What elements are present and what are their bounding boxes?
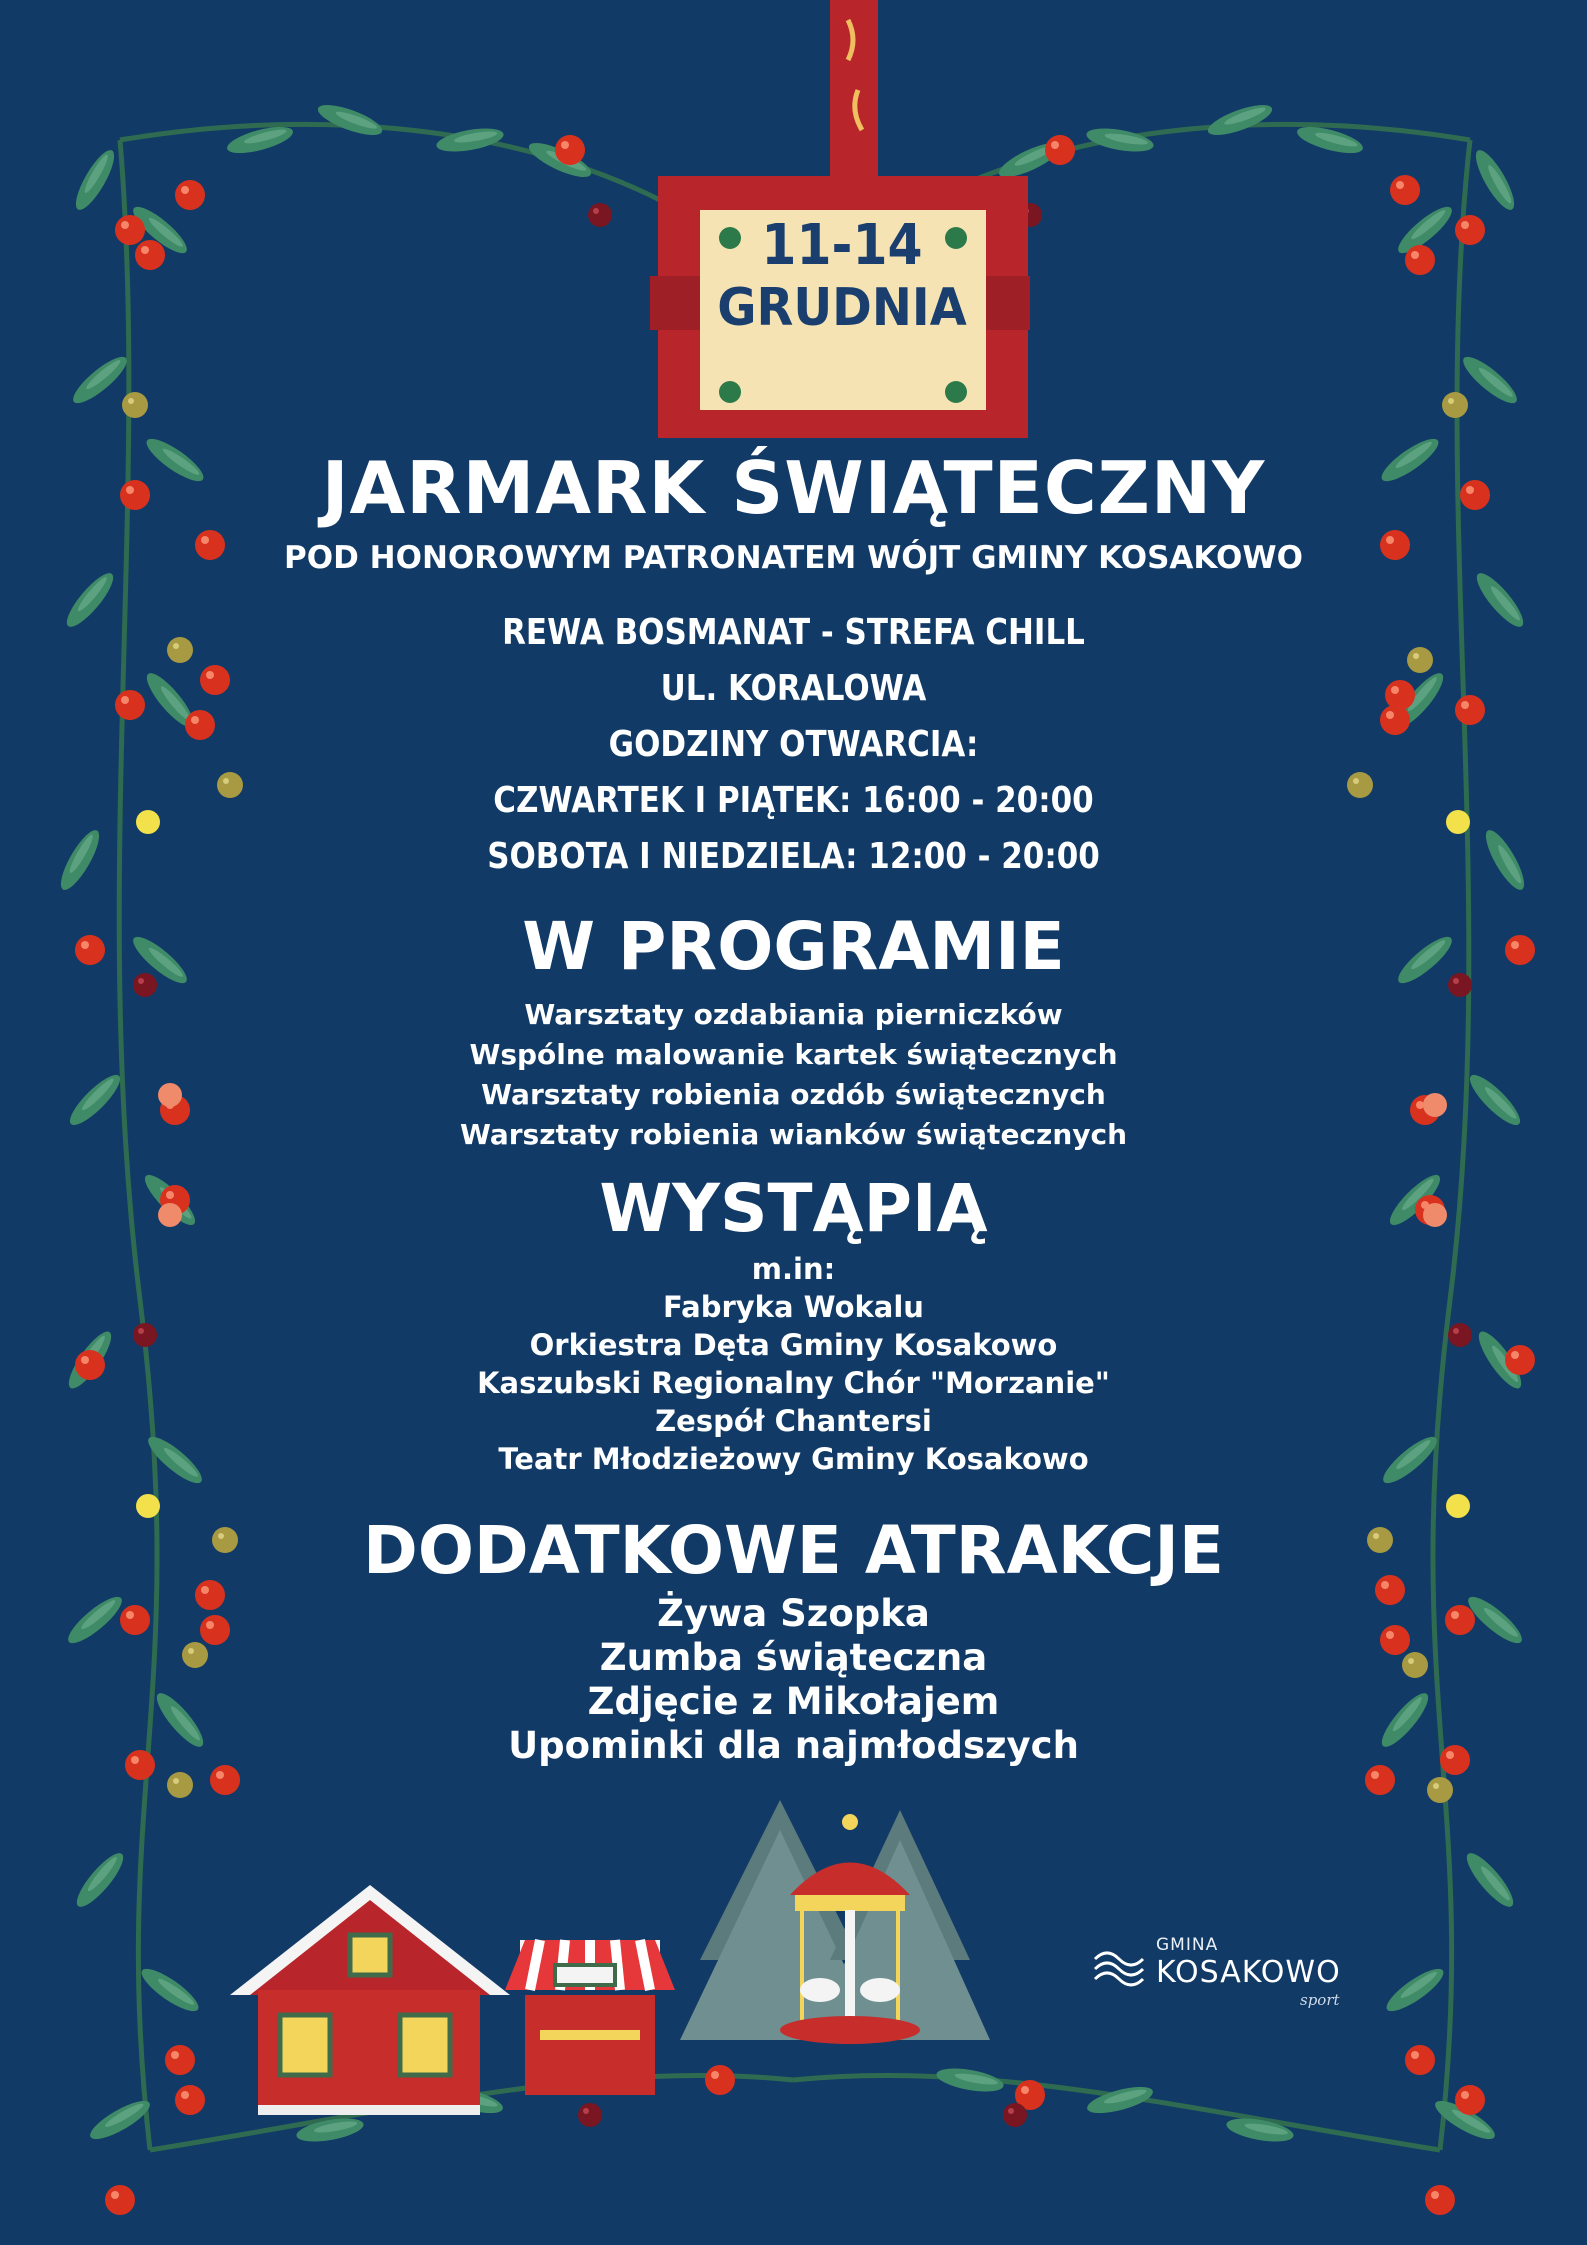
performer-item: Fabryka Wokalu <box>663 1290 924 1324</box>
house-illustration <box>230 1885 510 2115</box>
sign-month: GRUDNIA <box>717 278 967 338</box>
sign-dates: 11-14 <box>761 213 923 278</box>
street-line: UL. KORALOWA <box>660 668 927 709</box>
logo-line-gmina: GMINA <box>1156 1935 1219 1955</box>
extra-item: Upominki dla najmłodszych <box>508 1724 1079 1767</box>
program-item: Warsztaty robienia wianków świątecznych <box>459 1118 1128 1151</box>
hours-weekend: SOBOTA I NIEDZIELA: 12:00 - 20:00 <box>487 836 1100 877</box>
performer-item: Kaszubski Regionalny Chór "Morzanie" <box>477 1366 1110 1400</box>
extra-item: Zumba świąteczna <box>599 1636 988 1679</box>
logo-line-sport: sport <box>1300 1991 1340 2009</box>
waves-logo-icon <box>1090 1939 1150 1999</box>
market-stall-illustration <box>505 1940 675 2095</box>
performer-item: Orkiestra Dęta Gminy Kosakowo <box>529 1328 1058 1362</box>
hours-weekday: CZWARTEK I PIĄTEK: 16:00 - 20:00 <box>493 780 1094 821</box>
program-item: Warsztaty robienia ozdób świątecznych <box>481 1078 1106 1111</box>
extra-item: Zdjęcie z Mikołajem <box>587 1680 1000 1723</box>
logo-line-kosakowo: KOSAKOWO <box>1156 1955 1341 1990</box>
performer-item: Teatr Młodzieżowy Gminy Kosakowo <box>498 1442 1089 1476</box>
event-title: JARMARK ŚWIĄTECZNY <box>321 446 1266 530</box>
location-line: REWA BOSMANAT - STREFA CHILL <box>502 612 1085 653</box>
performers-intro: m.in: <box>751 1252 836 1286</box>
patronage-line: POD HONOROWYM PATRONATEM WÓJT GMINY KOSAKOWO <box>284 540 1303 576</box>
hours-heading: GODZINY OTWARCIA: <box>608 724 979 765</box>
program-heading: W PROGRAMIE <box>522 908 1065 985</box>
performer-item: Zespół Chantersi <box>655 1404 932 1438</box>
gmina-kosakowo-logo <box>1090 1935 1350 2015</box>
extra-item: Żywa Szopka <box>657 1592 930 1635</box>
carousel-illustration <box>680 1800 990 2044</box>
extras-heading: DODATKOWE ATRAKCJE <box>363 1512 1224 1589</box>
performers-heading: WYSTĄPIĄ <box>599 1170 988 1247</box>
program-item: Warsztaty ozdabiania pierniczków <box>524 998 1063 1031</box>
program-item: Wspólne malowanie kartek świątecznych <box>469 1038 1118 1071</box>
